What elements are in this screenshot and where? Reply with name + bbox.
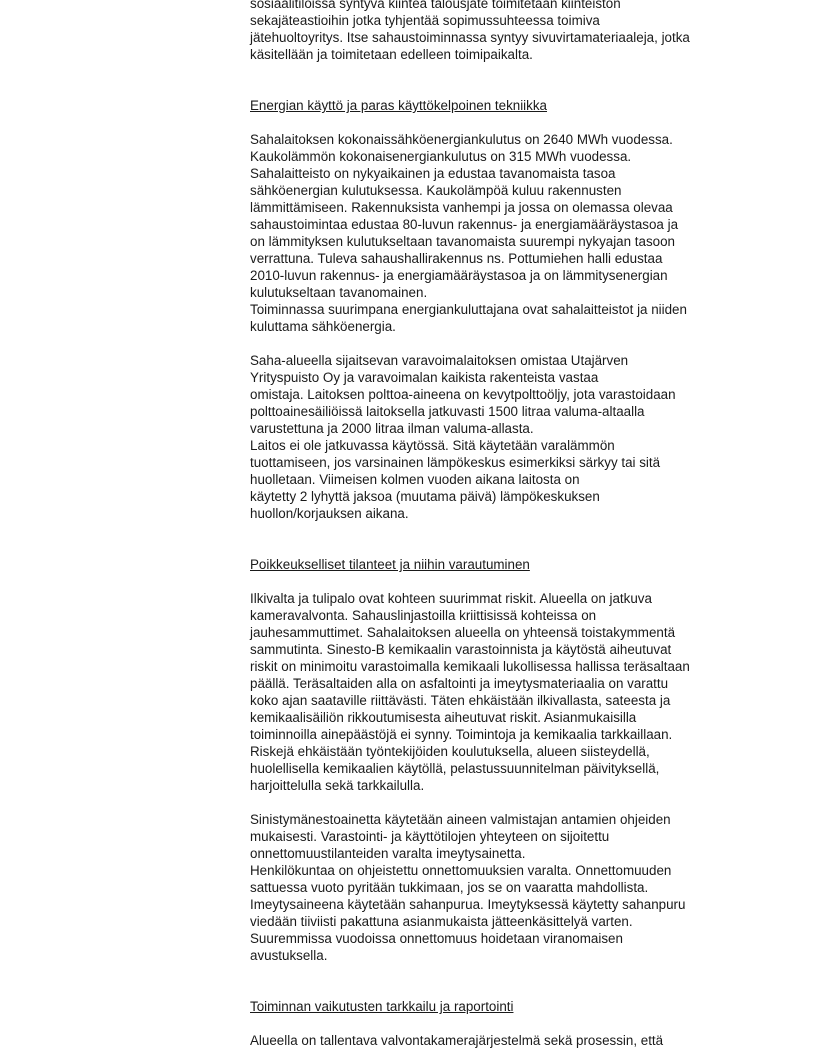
text-line: Riskejä ehkäistään työntekijöiden koulutuksella, alueen siisteydellä, [250,744,650,759]
energy-paragraph-2 [250,352,740,522]
text-line: riskit on minimoitu varastoimalla kemikaali lukollisessa hallissa teräsaltaan [250,659,690,674]
text-line: päällä. Teräsaltaiden alla on asfaltointi ja imeytysmateriaalia on varattu [250,676,669,691]
intro-paragraph [250,0,740,63]
text-line: sosiaalitiloissa syntyvä kiinteä talousjäte toimitetaan kiinteistön [250,0,621,11]
text-line: kulutukseltaan tavanomainen. [250,285,428,300]
text-line: onnettomuustilanteiden varalta imeytysainetta. [250,846,526,861]
text-line: Imeytysaineena käytetään sahanpurua. Imeytyksessä käytetty sahanpuru [250,897,686,912]
spacer [250,335,740,352]
text-line: polttoainesäiliöissä laitoksella jatkuvasti 1500 litraa valuma-altaalla [250,404,645,419]
text-line: sahaustoimintaa edustaa 80-luvun rakennus- ja energiamääräystasoa ja [250,217,679,232]
text-line: harjoittelulla sekä tarkkailulla. [250,778,425,793]
text-line: on lämmityksen kulutukseltaan tavanomaista suurempi nykyajan tasoon [250,234,676,249]
text-line: huolellisella kemikaalien käytöllä, pelastussuunnitelman päivityksellä, [250,761,660,776]
text-line: Suuremmissa vuodoissa onnettomuus hoidetaan viranomaisen [250,931,623,946]
text-line: viedään tiiviisti pakattuna asianmukaista jätteenkäsittelyä varten. [250,914,633,929]
section-heading-monitoring: Toiminnan vaikutusten tarkkailu ja raportointi [250,999,514,1014]
text-line: toiminnoilla ainepäästöjä ei synny. Toimintoja ja kemikaalia tarkkaillaan. [250,727,673,742]
spacer [250,964,740,998]
energy-paragraph-1 [250,131,740,335]
text-line: koko ajan saataville riittävästi. Täten ehkäistään ilkivallasta, sateesta ja [250,693,671,708]
text-line: 2010-luvun rakennus- ja energiamääräystasoa ja on lämmitysenergian [250,268,668,283]
text-line: käsitellään ja toimitetaan edelleen toimipaikalta. [250,47,533,62]
spacer [250,63,740,97]
text-line: Sahalaitteisto on nykyaikainen ja edustaa tavanomaista tasoa [250,166,616,181]
text-line: sattuessa vuoto pyritään tukkimaan, jos se on vaaratta mahdollista. [250,880,649,895]
text-line: sammutinta. Sinesto-B kemikaalin varastoinnista ja käytöstä aiheutuvat [250,642,672,657]
text-line: sekajäteastioihin jotka tyhjentää sopimussuhteessa toimiva [250,13,600,28]
text-line: jätehuoltoyritys. Itse sahaustoiminnassa syntyy sivuvirtamateriaaleja, jotka [250,30,690,45]
text-line: omistaja. Laitoksen polttoa-aineena on kevytpolttoöljy, jota varastoidaan [250,387,676,402]
text-line: kameravalvonta. Sahauslinjastoilla kriittisissä kohteissa on [250,608,597,623]
text-column [250,0,740,1049]
text-line: Ilkivalta ja tulipalo ovat kohteen suurimmat riskit. Alueella on jatkuva [250,591,652,606]
spacer [250,794,740,811]
text-line: Alueella on tallentava valvontakamerajärjestelmä sekä prosessin, että [250,1033,664,1048]
text-line: Kaukolämmön kokonaisenergiankulutus on 315 MWh vuodessa. [250,149,632,164]
text-line: tuottamiseen, jos varsinainen lämpökeskus esimerkiksi särkyy tai sitä [250,455,661,470]
text-line: mukaisesti. Varastointi- ja käyttötilojen yhteyteen on sijoitettu [250,829,610,844]
text-line: Sinistymänestoainetta käytetään aineen valmistajan antamien ohjeiden [250,812,671,827]
text-line: Henkilökuntaa on ohjeistettu onnettomuuksien varalta. Onnettomuuden [250,863,672,878]
text-line: huollon/korjauksen aikana. [250,506,409,521]
spacer [250,573,740,590]
text-line: Toiminnassa suurimpana energiankuluttajana ovat sahalaitteistot ja niiden [250,302,687,317]
exceptional-paragraph-1 [250,590,740,794]
text-line: Yrityspuisto Oy ja varavoimalan kaikista rakenteista vastaa [250,370,599,385]
text-line: Saha-alueella sijaitsevan varavoimalaitoksen omistaa Utajärven [250,353,629,368]
text-line: verrattuna. Tuleva sahaushallirakennus ns. Pottumiehen halli edustaa [250,251,663,266]
text-line: kemikaalisäiliön rikkoutumisesta aiheutuvat riskit. Asianmukaisilla [250,710,637,725]
section-heading-exceptional: Poikkeukselliset tilanteet ja niihin varautuminen [250,557,530,572]
text-line: varustettuna ja 2000 litraa ilman valuma-allasta. [250,421,534,436]
monitoring-paragraph-1 [250,1032,740,1049]
text-line: käytetty 2 lyhyttä jaksoa (muutama päivä) lämpökeskuksen [250,489,600,504]
text-line: Sahalaitoksen kokonaissähköenergiankulutus on 2640 MWh vuodessa. [250,132,673,147]
text-line: Laitos ei ole jatkuvassa käytössä. Sitä käytetään varalämmön [250,438,615,453]
text-line: huolletaan. Viimeisen kolmen vuoden aikana laitosta on [250,472,580,487]
exceptional-paragraph-2 [250,811,740,964]
section-heading-energy: Energian käyttö ja paras käyttökelpoinen tekniikka [250,98,548,113]
spacer [250,1015,740,1032]
spacer [250,522,740,556]
text-line: jauhesammuttimet. Sahalaitoksen alueella on yhteensä toistakymmentä [250,625,676,640]
text-line: avustuksella. [250,948,328,963]
text-line: sähköenergian kulutuksessa. Kaukolämpöä kuluu rakennusten [250,183,622,198]
text-line: kuluttama sähköenergia. [250,319,396,334]
text-line: lämmittämiseen. Rakennuksista vanhempi ja jossa on olemassa olevaa [250,200,673,215]
spacer [250,114,740,131]
